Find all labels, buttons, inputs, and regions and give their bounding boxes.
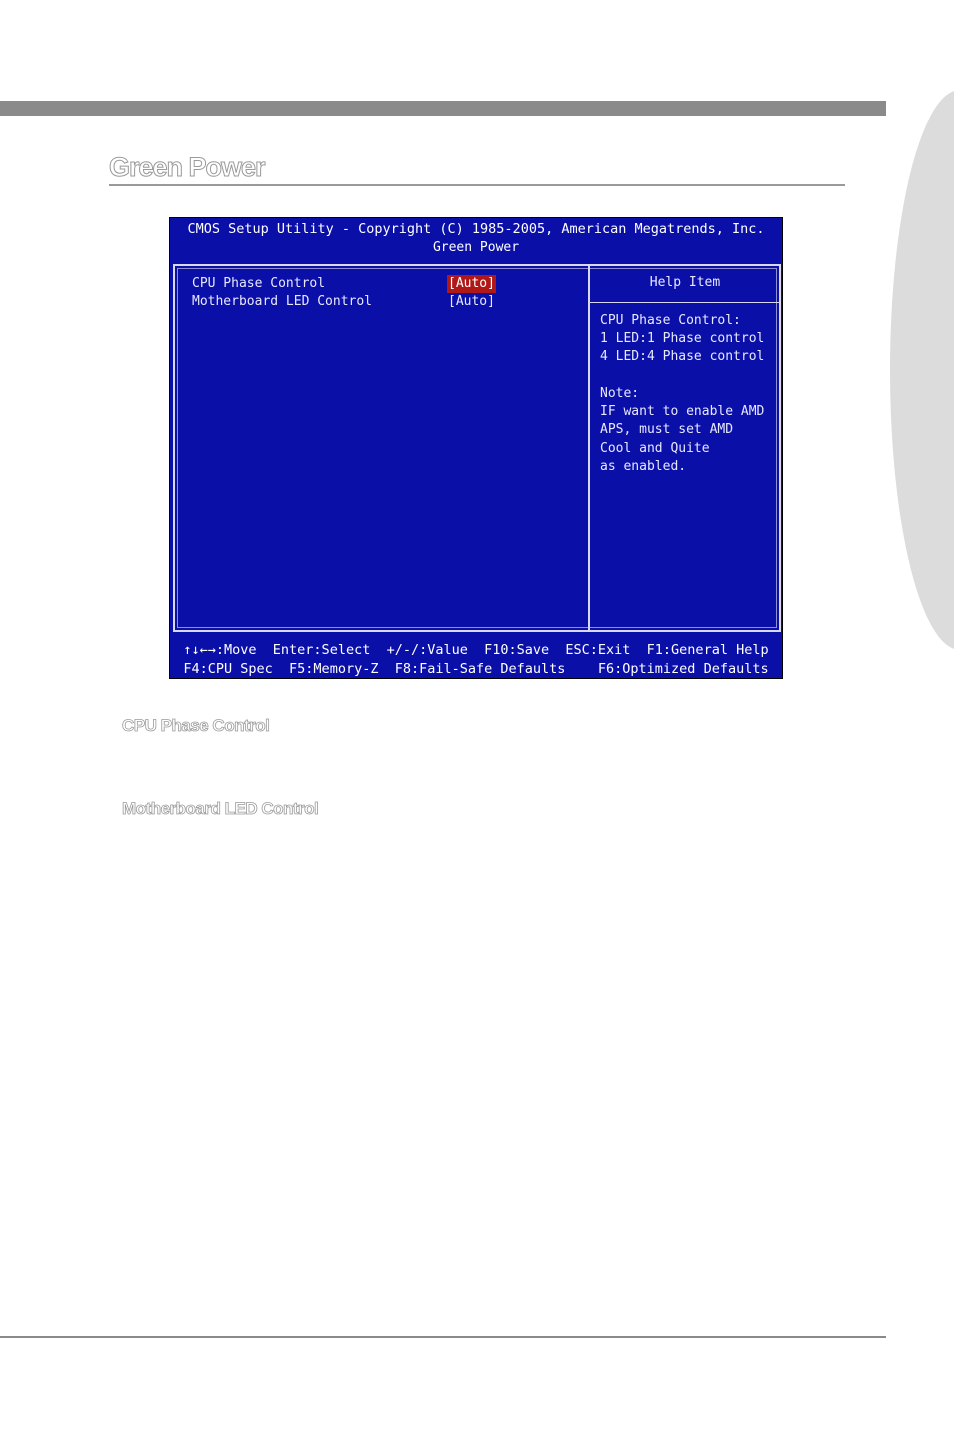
section-motherboard-led-control: Motherboard LED Control — [122, 799, 319, 818]
help-line: 1 LED:1 Phase control — [600, 331, 765, 346]
bios-header — [170, 218, 782, 260]
setting-motherboard-led-control[interactable] — [192, 293, 496, 311]
key-help-line-1: ↑↓←→:Move Enter:Select +/-/:Value F10:Save ESC:Exit F1:General Help — [183, 642, 769, 658]
section-cpu-phase-control: CPU Phase Control — [122, 716, 270, 735]
page-heading: Green Power — [109, 152, 265, 182]
setting-value-selected[interactable]: [Auto] — [448, 276, 495, 291]
panel-divider — [588, 266, 590, 630]
help-line: APS, must set AMD — [600, 422, 734, 437]
side-tab — [890, 90, 954, 650]
help-line: 4 LED:4 Phase control — [600, 349, 765, 364]
setting-label: CPU Phase Control — [192, 276, 326, 291]
heading-rule — [109, 184, 845, 186]
help-title: Help Item — [649, 275, 721, 290]
top-bar — [0, 101, 886, 116]
bottom-rule — [0, 1336, 886, 1338]
bios-title: CMOS Setup Utility - Copyright (C) 1985-2005, American Megatrends, Inc. — [187, 221, 765, 237]
setting-cpu-phase-control[interactable] — [192, 275, 496, 293]
help-line: as enabled. — [600, 459, 687, 474]
setting-label: Motherboard LED Control — [192, 294, 373, 309]
setting-value[interactable]: [Auto] — [448, 294, 495, 309]
help-line: CPU Phase Control: — [600, 313, 741, 328]
help-line: Cool and Quite — [600, 441, 710, 456]
key-help-line-2: F4:CPU Spec F5:Memory-Z F8:Fail-Safe Defaults F6:Optimized Defaults — [183, 661, 769, 677]
help-divider — [590, 302, 780, 303]
bios-subtitle: Green Power — [432, 240, 520, 255]
bios-screen — [169, 217, 783, 679]
help-line: IF want to enable AMD — [600, 404, 765, 419]
help-line: Note: — [600, 386, 640, 401]
